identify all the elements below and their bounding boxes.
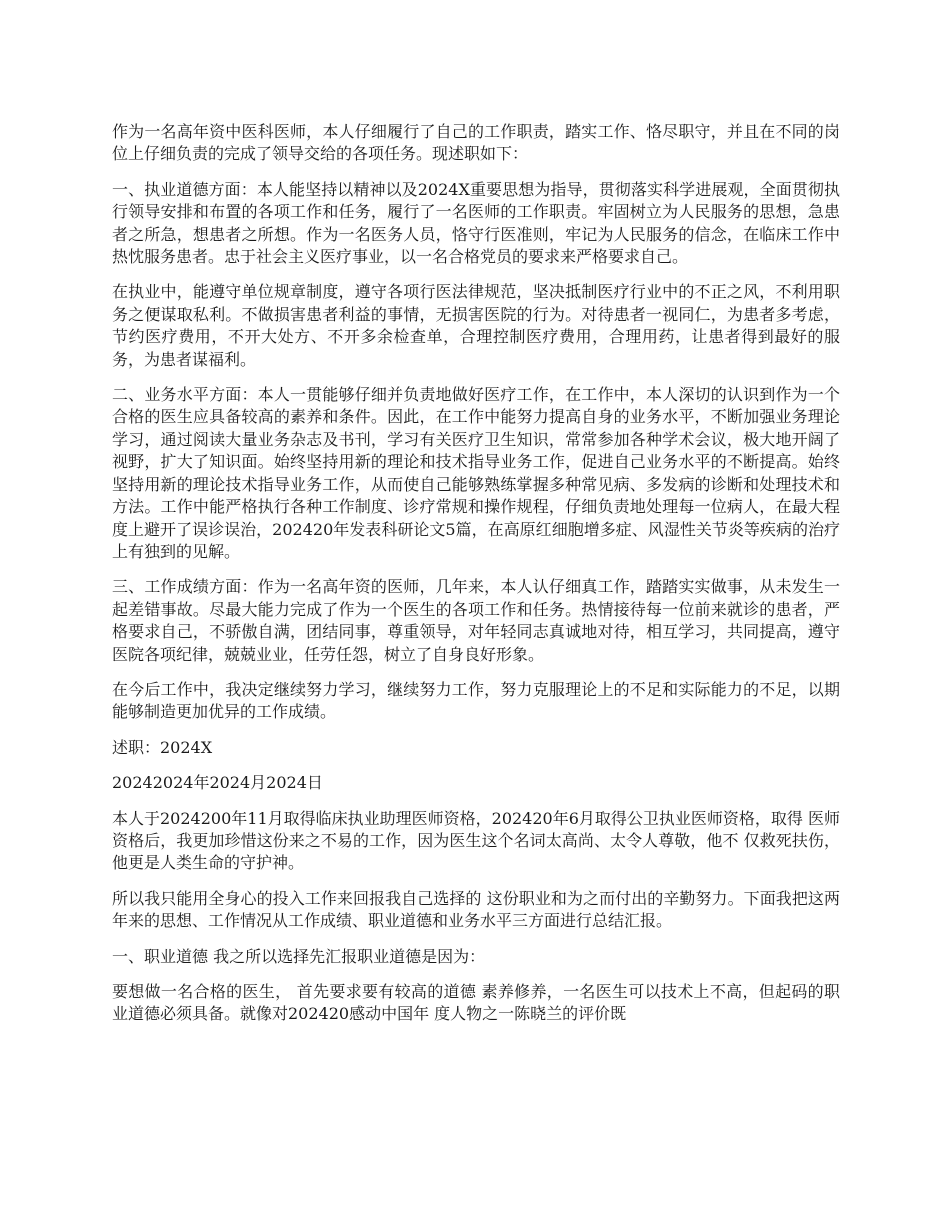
paragraph-ethics-heading: 一、职业道德 我之所以选择先汇报职业道德是因为： bbox=[112, 946, 486, 966]
paragraph-dedication: 所以我只能用全身心的投入工作来回报我自己选择的 这份职业和为之而付出的辛勤努力。下面我把这两年来的思想、工作情况从工作成绩、职业道德和业务水平三方面进行总结汇报。 bbox=[112, 888, 840, 931]
paragraph-professional-level: 二、业务水平方面：本人一贯能够仔细并负责地做好医疗工作，在工作中，本人深切的认识到作为一个合格的医生应具备较高的素养和条件。因此，在工作中能努力提高自身的业务水平，不断加强业务理论学习，通过阅读大量业务杂志及书刊，学习有关医疗卫生知识，常常参加各种学术会议，极大地开阔了视野，扩大了知识面。始终坚持用新的理论和技术指导业务工作，促进自己业务水平的不断提高。始终坚持用新的理论技术指导业务工作，从而使自己能够熟练掌握多种常见病、多发病的诊断和处理技术和方法。工作中能严格执行各种工作制度、诊疗常规和操作规程，仔细负责地处理每一位病人，在最大程度上避开了误诊误治，202420年发表科研论文5篇，在高原红细胞增多症、风湿性关节炎等疾病的治疗上有独到的见解。 bbox=[112, 385, 840, 561]
paragraph-work-achievements: 三、工作成绩方面：作为一名高年资的医师，几年来，本人认仔细真工作，踏踏实实做事，从未发生一起差错事故。尽最大能力完成了作为一个医生的各项工作和任务。热情接待每一位前来就诊的患者，严格要求自己，不骄傲自满，团结同事，尊重领导，对年轻同志真诚地对待，相互学习，共同提高，遵守医院各项纪律，兢兢业业，任劳任怨，树立了自身良好形象。 bbox=[112, 577, 840, 664]
paragraph-date: 20242024年2024月2024日 bbox=[112, 773, 323, 793]
paragraph-future-work: 在今后工作中，我决定继续努力学习，继续努力工作，努力克服理论上的不足和实际能力的不足，以期能够制造更加优异的工作成绩。 bbox=[112, 679, 840, 722]
paragraph-ethics-body: 要想做一名合格的医生， 首先要求要有较高的道德 素养修养，一名医生可以技术上不高，但起码的职业道德必须具备。就像对202420感动中国年 度人物之一陈晓兰的评价既 bbox=[112, 982, 840, 1024]
paragraph-qualification: 本人于2024200年11月取得临床执业助理医师资格，202420年6月取得公卫执业医师资格，取得 医师资格后，我更加珍惜这份来之不易的工作，因为医生这个名词太高尚、太令人尊敬，他不 仅救死扶伤， 他更是人类生命的守护神。 bbox=[112, 808, 840, 873]
paragraph-intro: 作为一名高年资中医科医师，本人仔细履行了自己的工作职责，踏实工作、恪尽职守，并且在不同的岗位上仔细负责的完成了领导交给的各项任务。现述职如下： bbox=[112, 122, 840, 164]
paragraph-professional-ethics: 一、执业道德方面：本人能坚持以精神以及2024X重要思想为指导，贯彻落实科学进展观，全面贯彻执行领导安排和布置的各项工作和任务，履行了一名医师的工作职责。牢固树立为人民服务的思想，急患者之所急，想患者之所想。作为一名医务人员，恪守行医准则，牢记为人民服务的信念，在临床工作中热忱服务患者。忠于社会主义医疗事业，以一名合格党员的要求来严格要求自己。 bbox=[112, 179, 840, 267]
document-page bbox=[112, 121, 840, 1039]
paragraph-practice-conduct: 在执业中，能遵守单位规章制度，遵守各项行医法律规范，坚决抵制医疗行业中的不正之风，不利用职务之便谋取私利。不做损害患者利益的事情，无损害医院的行为。对待患者一视同仁，为患者多考虑，节约医疗费用，不开大处方、不开多余检查单，合理控制医疗费用，合理用药，让患者得到最好的服务，为患者谋福利。 bbox=[112, 282, 840, 369]
paragraph-signature: 述职：2024X bbox=[112, 737, 213, 757]
